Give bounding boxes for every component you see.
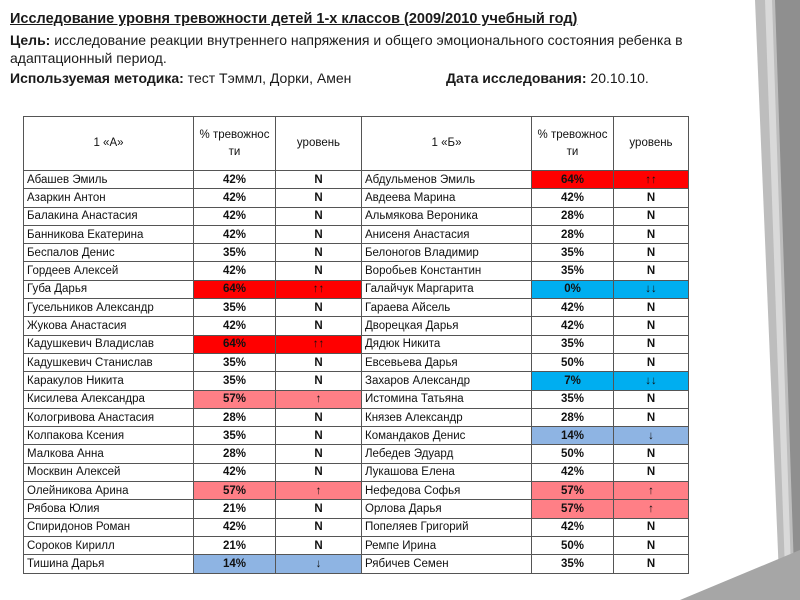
table-row [24,445,689,463]
anxiety-percent-a: 42% [194,171,276,189]
student-name-a: Каракулов Никита [24,372,194,390]
anxiety-level-a: N [276,353,362,371]
student-name-b: Командаков Денис [362,427,532,445]
anxiety-percent-a: 64% [194,280,276,298]
student-name-a: Кадушкевич Владислав [24,335,194,353]
anxiety-percent-b: 35% [532,390,614,408]
student-name-b: Князев Александр [362,408,532,426]
student-name-a: Банникова Екатерина [24,225,194,243]
anxiety-percent-a: 35% [194,244,276,262]
anxiety-level-a: ↑↑ [276,280,362,298]
student-name-b: Нефедова Софья [362,482,532,500]
anxiety-percent-b: 14% [532,427,614,445]
student-name-a: Кадушкевич Станислав [24,353,194,371]
anxiety-percent-b: 50% [532,445,614,463]
anxiety-level-b: ↑↑ [614,171,689,189]
table-header-row [24,117,689,171]
student-name-b: Авдеева Марина [362,189,532,207]
slide-title: Исследование уровня тревожности детей 1-х классов (2009/2010 учебный год) [10,11,578,27]
student-name-a: Азаркин Антон [24,189,194,207]
anxiety-level-b: ↑ [614,482,689,500]
table-row [24,427,689,445]
anxiety-level-a: N [276,372,362,390]
student-name-b: Дядюк Никита [362,335,532,353]
anxiety-percent-a: 42% [194,262,276,280]
anxiety-percent-a: 35% [194,299,276,317]
header-class-b: 1 «Б» [362,117,532,171]
anxiety-percent-b: 50% [532,353,614,371]
table-row [24,207,689,225]
goal-text: исследование реакции внутреннего напряжения и общего эмоционального состояния ребенка в адаптационный период. [10,32,683,66]
anxiety-level-a: N [276,262,362,280]
anxiety-level-b: N [614,317,689,335]
anxiety-percent-b: 42% [532,189,614,207]
anxiety-level-b: N [614,299,689,317]
table-row [24,390,689,408]
table-row [24,408,689,426]
anxiety-percent-b: 42% [532,518,614,536]
table-row [24,335,689,353]
student-name-a: Кологривова Анастасия [24,408,194,426]
anxiety-level-b: N [614,262,689,280]
anxiety-level-b: N [614,463,689,481]
student-name-b: Лебедев Эдуард [362,445,532,463]
student-name-a: Малкова Анна [24,445,194,463]
student-name-b: Истомина Татьяна [362,390,532,408]
anxiety-percent-a: 35% [194,427,276,445]
table-row [24,518,689,536]
anxiety-percent-a: 42% [194,225,276,243]
date-label: Дата исследования: [446,70,587,86]
header-level-a: уровень [276,117,362,171]
student-name-a: Сороков Кирилл [24,536,194,554]
anxiety-level-b: ↓↓ [614,280,689,298]
anxiety-level-b: ↓↓ [614,372,689,390]
table-row [24,463,689,481]
student-name-b: Белоногов Владимир [362,244,532,262]
anxiety-percent-a: 42% [194,518,276,536]
table-row [24,500,689,518]
anxiety-level-a: N [276,244,362,262]
anxiety-percent-a: 21% [194,500,276,518]
anxiety-percent-b: 0% [532,280,614,298]
anxiety-level-b: N [614,518,689,536]
anxiety-percent-b: 28% [532,408,614,426]
anxiety-percent-a: 42% [194,317,276,335]
anxiety-level-b: N [614,225,689,243]
student-name-b: Галайчук Маргарита [362,280,532,298]
anxiety-level-b: N [614,536,689,554]
student-name-a: Гусельников Александр [24,299,194,317]
student-name-a: Спиридонов Роман [24,518,194,536]
anxiety-percent-a: 64% [194,335,276,353]
goal-label: Цель: [10,32,51,48]
anxiety-level-a: N [276,536,362,554]
anxiety-percent-b: 42% [532,463,614,481]
student-name-b: Лукашова Елена [362,463,532,481]
anxiety-percent-a: 42% [194,463,276,481]
anxiety-level-b: N [614,189,689,207]
anxiety-percent-a: 35% [194,372,276,390]
anxiety-level-b: N [614,555,689,573]
table-row [24,299,689,317]
anxiety-level-b: N [614,353,689,371]
method-text: тест Тэммл, Дорки, Амен [183,70,352,86]
student-name-b: Абдульменов Эмиль [362,171,532,189]
table-row [24,317,689,335]
decorative-side-shapes [720,0,800,600]
anxiety-level-a: ↑ [276,390,362,408]
table-row [24,555,689,573]
anxiety-level-b: N [614,207,689,225]
anxiety-level-b: N [614,390,689,408]
anxiety-level-b: N [614,445,689,463]
anxiety-percent-a: 21% [194,536,276,554]
anxiety-percent-b: 35% [532,262,614,280]
anxiety-percent-a: 42% [194,189,276,207]
table-row [24,280,689,298]
anxiety-level-a: N [276,207,362,225]
table-row [24,536,689,554]
table-row [24,171,689,189]
anxiety-level-a: ↑↑ [276,335,362,353]
anxiety-percent-b: 42% [532,299,614,317]
student-name-b: Анисеня Анастасия [362,225,532,243]
anxiety-level-a: N [276,225,362,243]
anxiety-level-b: N [614,335,689,353]
anxiety-percent-a: 14% [194,555,276,573]
anxiety-percent-b: 57% [532,482,614,500]
student-name-b: Рябичев Семен [362,555,532,573]
anxiety-level-a: N [276,445,362,463]
anxiety-level-a: N [276,408,362,426]
student-name-b: Евсевьева Дарья [362,353,532,371]
goal-statement [10,31,730,67]
anxiety-level-b: ↑ [614,500,689,518]
anxiety-level-a: N [276,463,362,481]
header-percent-b: % тревожнос ти [532,117,614,171]
anxiety-percent-b: 28% [532,225,614,243]
table-row [24,372,689,390]
anxiety-level-b: N [614,244,689,262]
student-name-b: Ремпе Ирина [362,536,532,554]
date-text: 20.10.10. [586,70,649,86]
student-name-a: Губа Дарья [24,280,194,298]
anxiety-percent-b: 28% [532,207,614,225]
student-name-a: Гордеев Алексей [24,262,194,280]
anxiety-percent-b: 57% [532,500,614,518]
method-label: Используемая методика: [10,70,184,86]
anxiety-percent-b: 35% [532,244,614,262]
anxiety-level-b: ↓ [614,427,689,445]
student-name-a: Беспалов Денис [24,244,194,262]
student-name-a: Рябова Юлия [24,500,194,518]
anxiety-level-a: N [276,189,362,207]
student-name-b: Воробьев Константин [362,262,532,280]
table-row [24,262,689,280]
anxiety-percent-a: 28% [194,445,276,463]
student-name-b: Орлова Дарья [362,500,532,518]
anxiety-level-a: ↑ [276,482,362,500]
table-body [24,171,689,574]
student-name-b: Гараева Айсель [362,299,532,317]
anxiety-level-a: N [276,317,362,335]
anxiety-level-b: N [614,408,689,426]
anxiety-percent-b: 35% [532,335,614,353]
student-name-a: Абашев Эмиль [24,171,194,189]
header-level-b: уровень [614,117,689,171]
anxiety-percent-b: 7% [532,372,614,390]
anxiety-results-table [23,116,689,574]
table-row [24,189,689,207]
student-name-b: Дворецкая Дарья [362,317,532,335]
anxiety-level-a: N [276,500,362,518]
student-name-a: Олейникова Арина [24,482,194,500]
table-row [24,244,689,262]
student-name-a: Колпакова Ксения [24,427,194,445]
student-name-a: Балакина Анастасия [24,207,194,225]
anxiety-level-a: N [276,299,362,317]
anxiety-level-a: N [276,427,362,445]
decorative-corner-shape [680,550,800,600]
anxiety-level-a: N [276,171,362,189]
anxiety-percent-a: 28% [194,408,276,426]
anxiety-percent-b: 50% [532,536,614,554]
student-name-b: Попеляев Григорий [362,518,532,536]
anxiety-percent-a: 57% [194,390,276,408]
table-row [24,482,689,500]
method-statement [10,69,730,87]
header-percent-a: % тревожнос ти [194,117,276,171]
anxiety-percent-b: 64% [532,171,614,189]
anxiety-percent-a: 35% [194,353,276,371]
anxiety-level-a: N [276,518,362,536]
student-name-a: Кисилева Александра [24,390,194,408]
slide-header [10,10,730,87]
table-row [24,225,689,243]
anxiety-percent-b: 35% [532,555,614,573]
anxiety-percent-a: 57% [194,482,276,500]
anxiety-percent-a: 42% [194,207,276,225]
anxiety-level-a: ↓ [276,555,362,573]
study-date [446,69,649,87]
student-name-b: Захаров Александр [362,372,532,390]
student-name-a: Жукова Анастасия [24,317,194,335]
table-row [24,353,689,371]
header-class-a: 1 «А» [24,117,194,171]
student-name-b: Альмякова Вероника [362,207,532,225]
student-name-a: Москвин Алексей [24,463,194,481]
anxiety-percent-b: 42% [532,317,614,335]
student-name-a: Тишина Дарья [24,555,194,573]
